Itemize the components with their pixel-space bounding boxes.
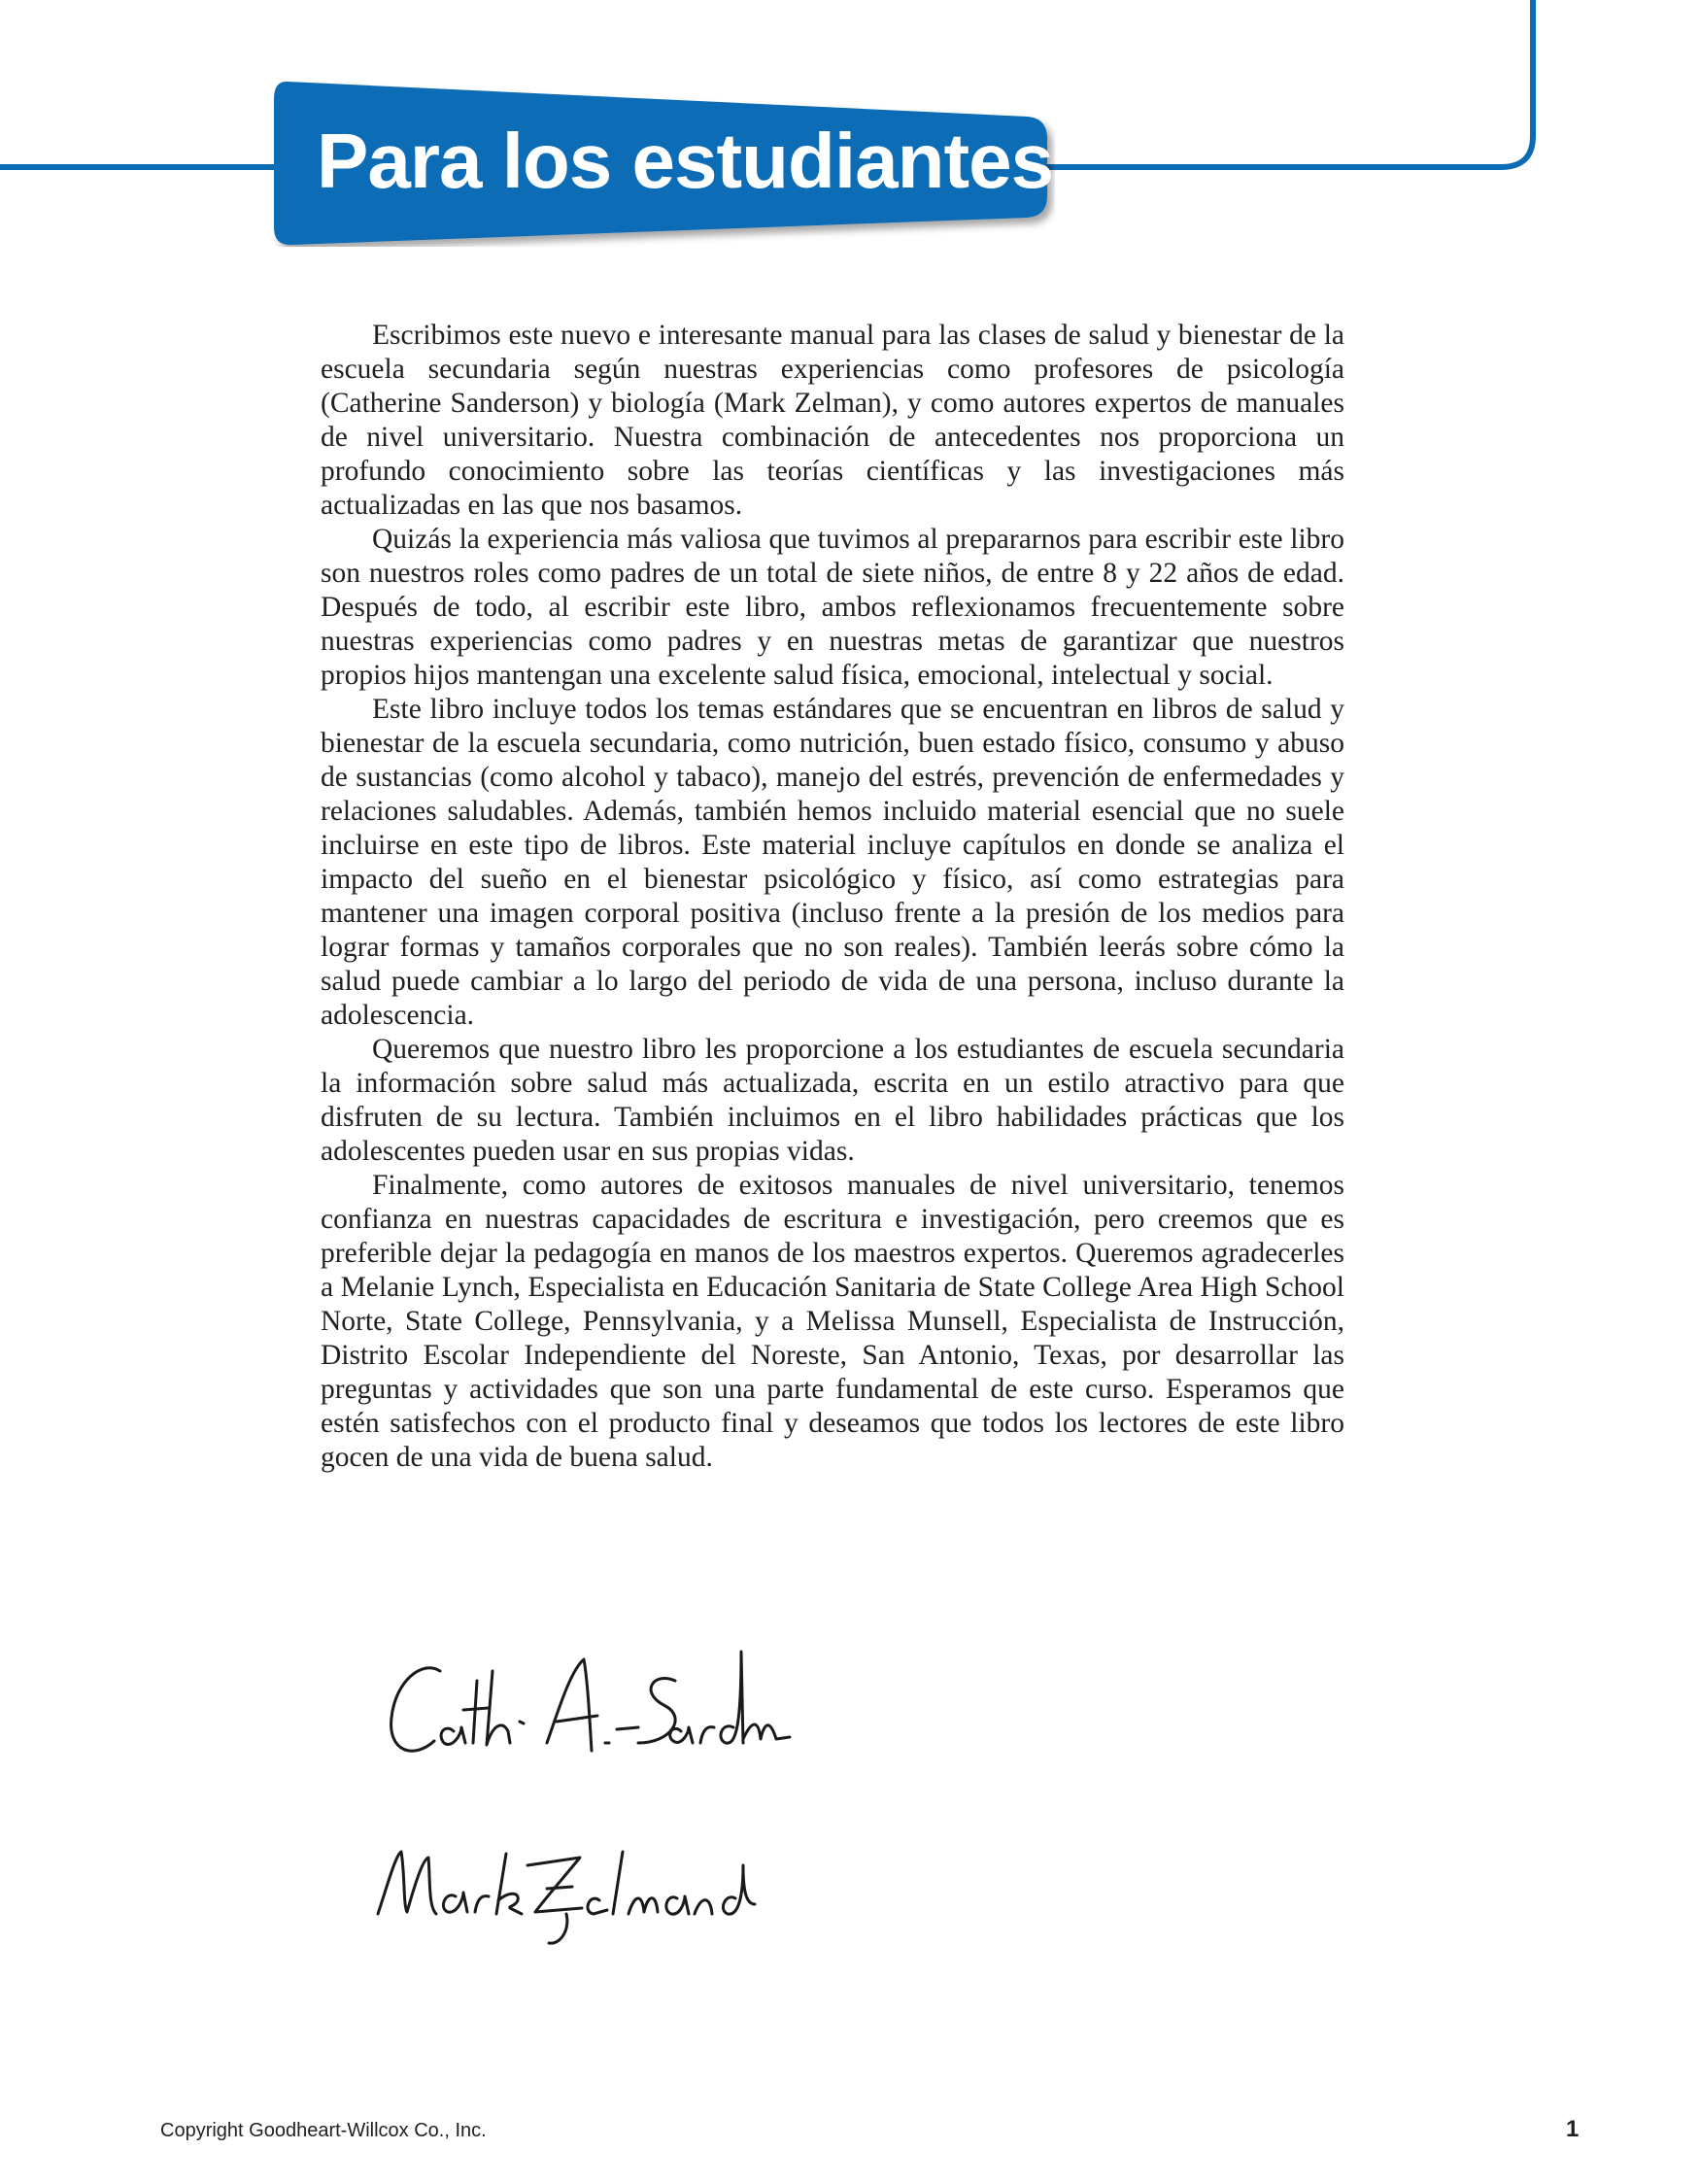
paragraph: Queremos que nuestro libro les proporcione a los estudiantes de escuela secundaria la información sobre salud más actualizada, escrita en un estilo atractivo para que disfruten de su lectura. También incluimos en el libro habilidades prácticas que los adolescentes pueden usar en sus propias vidas. (321, 1034, 1344, 1167)
letter-body (321, 319, 1344, 1475)
paragraph: Quizás la experiencia más valiosa que tuvimos al prepararnos para escribir este libro son nuestros roles como padres de un total de siete niños, de entre 8 y 22 años de edad. Después de todo, al escribir este libro, ambos reflexionamos frecuentemente sobre nuestras experiencias como padres y en nuestras metas de garantizar que nuestros propios hijos mantengan una excelente salud física, emocional, intelectual y social. (321, 524, 1344, 691)
signature-mark-zelman (374, 1836, 772, 1948)
paragraph: Este libro incluye todos los temas estándares que se encuentran en libros de salud y bienestar de la escuela secundaria, como nutrición, buen estado físico, consumo y abuso de sustancias (como alcohol y tabaco), manejo del estrés, prevención de enfermedades y relaciones saludables. Además, también hemos incluido material esencial que no suele incluirse en este tipo de libros. Este material incluye capítulos en donde se analiza el impacto del sueño en el bienestar psicológico y físico, así como estrategias para mantener una imagen corporal positiva (incluso frente a la presión de los medios para lograr formas y tamaños corporales que no son reales). También leerás sobre cómo la salud puede cambiar a lo largo del periodo de vida de una persona, incluso durante la adolescencia. (321, 694, 1344, 1031)
signature-catherine-sanderson (384, 1642, 792, 1768)
page-title: Para los estudiantes (317, 118, 1054, 204)
footer-copyright: Copyright Goodheart-Willcox Co., Inc. (160, 2120, 487, 2141)
paragraph: Finalmente, como autores de exitosos manuales de nivel universitario, tenemos confianza en nuestras capacidades de escritura e investigación, pero creemos que es preferible dejar la pedagogía en manos de los maestros expertos. Queremos agradecerles a Melanie Lynch, Especialista en Educación Sanitaria de State College Area High School Norte, State College, Pennsylvania, y a Melissa Munsell, Especialista de Instrucción, Distrito Escolar Independiente del Noreste, San Antonio, Texas, por desarrollar las preguntas y actividades que son una parte fundamental de este curso. Esperamos que estén satisfechos con el producto final y deseamos que todos los lectores de este libro gocen de una vida de buena salud. (321, 1170, 1344, 1473)
page-number: 1 (1566, 2116, 1580, 2142)
paragraph: Escribimos este nuevo e interesante manual para las clases de salud y bienestar de la escuela secundaria según nuestras experiencias como profesores de psicología (Catherine Sanderson) y biología (Mark Zelman), y como autores expertos de manuales de nivel universitario. Nuestra combinación de antecedentes nos proporciona un profundo conocimiento sobre las teorías científicas y las investigaciones más actualizadas en las que nos basamos. (321, 320, 1344, 521)
